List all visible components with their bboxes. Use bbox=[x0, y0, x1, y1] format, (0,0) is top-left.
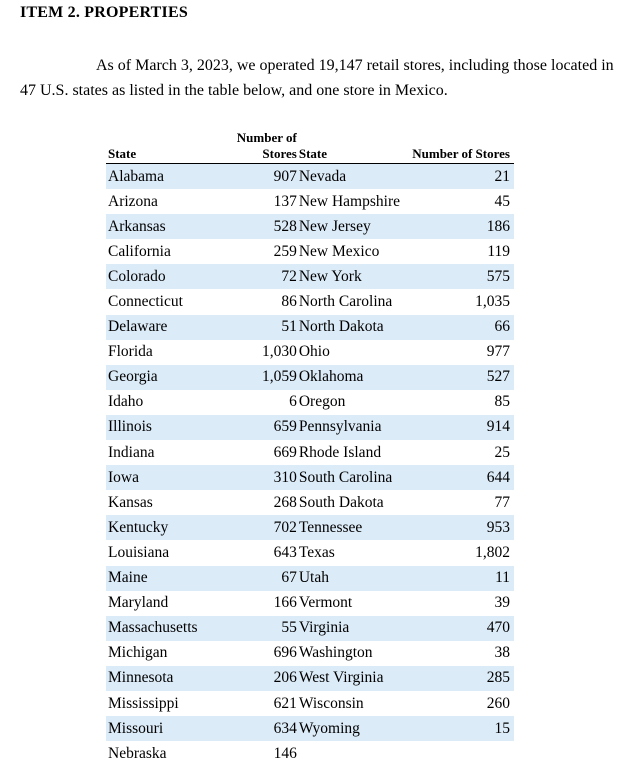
table-row bbox=[106, 666, 514, 691]
store-count-cell: 953 bbox=[407, 515, 514, 540]
state-cell: Iowa bbox=[106, 465, 204, 490]
table-row bbox=[106, 641, 514, 666]
state-cell: Arkansas bbox=[106, 214, 204, 239]
store-count-cell: 259 bbox=[204, 239, 299, 264]
state-cell: Tennessee bbox=[299, 515, 407, 540]
state-cell: Washington bbox=[299, 641, 407, 666]
state-cell: Nevada bbox=[299, 164, 407, 190]
state-cell: Georgia bbox=[106, 365, 204, 390]
store-count-cell: 621 bbox=[204, 691, 299, 716]
state-cell: Mississippi bbox=[106, 691, 204, 716]
store-count-cell: 186 bbox=[407, 214, 514, 239]
state-cell: Colorado bbox=[106, 264, 204, 289]
state-cell: South Dakota bbox=[299, 490, 407, 515]
store-count-cell: 914 bbox=[407, 415, 514, 440]
store-count-cell: 977 bbox=[407, 340, 514, 365]
store-count-cell: 575 bbox=[407, 264, 514, 289]
store-count-cell: 268 bbox=[204, 490, 299, 515]
store-count-cell: 643 bbox=[204, 540, 299, 565]
table-row bbox=[106, 566, 514, 591]
store-count-cell: 1,035 bbox=[407, 289, 514, 314]
table-row bbox=[106, 390, 514, 415]
state-cell: Kentucky bbox=[106, 515, 204, 540]
table-row bbox=[106, 189, 514, 214]
state-cell: Illinois bbox=[106, 415, 204, 440]
state-cell: Louisiana bbox=[106, 540, 204, 565]
state-cell: Michigan bbox=[106, 641, 204, 666]
state-cell: South Carolina bbox=[299, 465, 407, 490]
state-cell: Alabama bbox=[106, 164, 204, 190]
state-cell: Indiana bbox=[106, 440, 204, 465]
state-cell: West Virginia bbox=[299, 666, 407, 691]
table-row bbox=[106, 164, 514, 190]
state-cell: California bbox=[106, 239, 204, 264]
state-cell: Kansas bbox=[106, 490, 204, 515]
table-row bbox=[106, 415, 514, 440]
store-count-cell: 85 bbox=[407, 390, 514, 415]
header-stores-1: Number of Stores bbox=[204, 130, 299, 164]
store-count-cell: 72 bbox=[204, 264, 299, 289]
store-count-cell: 659 bbox=[204, 415, 299, 440]
section-heading: ITEM 2. PROPERTIES bbox=[20, 4, 188, 22]
state-cell: Maine bbox=[106, 566, 204, 591]
store-count-cell: 6 bbox=[204, 390, 299, 415]
stores-by-state-table bbox=[106, 130, 514, 766]
table-row bbox=[106, 214, 514, 239]
table-row bbox=[106, 540, 514, 565]
state-cell: Oregon bbox=[299, 390, 407, 415]
state-cell: Wisconsin bbox=[299, 691, 407, 716]
state-cell: Rhode Island bbox=[299, 440, 407, 465]
store-count-cell: 1,030 bbox=[204, 340, 299, 365]
state-cell: Florida bbox=[106, 340, 204, 365]
store-count-cell: 146 bbox=[204, 741, 299, 766]
header-stores-2: Number of Stores bbox=[407, 130, 514, 164]
table-row bbox=[106, 264, 514, 289]
intro-paragraph bbox=[20, 54, 620, 103]
store-count-cell: 644 bbox=[407, 465, 514, 490]
state-cell: New York bbox=[299, 264, 407, 289]
table-row bbox=[106, 691, 514, 716]
table-row bbox=[106, 591, 514, 616]
state-cell: Utah bbox=[299, 566, 407, 591]
state-cell: Virginia bbox=[299, 616, 407, 641]
store-count-cell: 310 bbox=[204, 465, 299, 490]
state-cell: Wyoming bbox=[299, 716, 407, 741]
store-count-cell: 15 bbox=[407, 716, 514, 741]
store-count-cell: 21 bbox=[407, 164, 514, 190]
state-cell: North Carolina bbox=[299, 289, 407, 314]
store-count-cell: 669 bbox=[204, 440, 299, 465]
table-row bbox=[106, 315, 514, 340]
state-cell: Oklahoma bbox=[299, 365, 407, 390]
state-cell: Vermont bbox=[299, 591, 407, 616]
store-count-cell: 696 bbox=[204, 641, 299, 666]
state-cell bbox=[299, 741, 407, 766]
store-count-cell: 119 bbox=[407, 239, 514, 264]
state-cell: Nebraska bbox=[106, 741, 204, 766]
table-body bbox=[106, 164, 514, 766]
table-row bbox=[106, 340, 514, 365]
header-state-2: State bbox=[299, 130, 407, 164]
store-count-cell: 67 bbox=[204, 566, 299, 591]
table-row bbox=[106, 616, 514, 641]
store-count-cell: 1,802 bbox=[407, 540, 514, 565]
store-count-cell: 1,059 bbox=[204, 365, 299, 390]
table-row bbox=[106, 239, 514, 264]
state-cell: New Hampshire bbox=[299, 189, 407, 214]
store-count-cell: 11 bbox=[407, 566, 514, 591]
state-cell: Pennsylvania bbox=[299, 415, 407, 440]
store-count-cell: 66 bbox=[407, 315, 514, 340]
header-state-1: State bbox=[106, 130, 204, 164]
state-cell: Maryland bbox=[106, 591, 204, 616]
store-count-cell: 38 bbox=[407, 641, 514, 666]
store-count-cell: 39 bbox=[407, 591, 514, 616]
store-count-cell: 51 bbox=[204, 315, 299, 340]
table-row bbox=[106, 741, 514, 766]
store-count-cell: 527 bbox=[407, 365, 514, 390]
store-count-cell bbox=[407, 741, 514, 766]
store-count-cell: 45 bbox=[407, 189, 514, 214]
table-row bbox=[106, 289, 514, 314]
table-row bbox=[106, 490, 514, 515]
state-cell: Texas bbox=[299, 540, 407, 565]
store-count-cell: 166 bbox=[204, 591, 299, 616]
store-count-cell: 470 bbox=[407, 616, 514, 641]
store-count-cell: 907 bbox=[204, 164, 299, 190]
table-row bbox=[106, 465, 514, 490]
state-cell: Idaho bbox=[106, 390, 204, 415]
state-cell: Arizona bbox=[106, 189, 204, 214]
store-count-cell: 137 bbox=[204, 189, 299, 214]
table-row bbox=[106, 515, 514, 540]
store-count-cell: 260 bbox=[407, 691, 514, 716]
state-cell: Ohio bbox=[299, 340, 407, 365]
store-count-cell: 86 bbox=[204, 289, 299, 314]
store-count-cell: 285 bbox=[407, 666, 514, 691]
state-cell: Connecticut bbox=[106, 289, 204, 314]
store-count-cell: 25 bbox=[407, 440, 514, 465]
store-count-cell: 206 bbox=[204, 666, 299, 691]
intro-text: As of March 3, 2023, we operated 19,147 retail stores, including those located in 47 U.S. states as listed in the table below, and one store in Mexico. bbox=[20, 57, 614, 99]
store-count-cell: 77 bbox=[407, 490, 514, 515]
state-cell: New Jersey bbox=[299, 214, 407, 239]
store-count-cell: 634 bbox=[204, 716, 299, 741]
store-count-cell: 528 bbox=[204, 214, 299, 239]
state-cell: Massachusetts bbox=[106, 616, 204, 641]
table-row bbox=[106, 716, 514, 741]
state-cell: Minnesota bbox=[106, 666, 204, 691]
state-cell: North Dakota bbox=[299, 315, 407, 340]
state-cell: Delaware bbox=[106, 315, 204, 340]
table-row bbox=[106, 440, 514, 465]
table-header-row bbox=[106, 130, 514, 164]
store-count-cell: 702 bbox=[204, 515, 299, 540]
state-cell: New Mexico bbox=[299, 239, 407, 264]
state-cell: Missouri bbox=[106, 716, 204, 741]
store-count-cell: 55 bbox=[204, 616, 299, 641]
table-row bbox=[106, 365, 514, 390]
